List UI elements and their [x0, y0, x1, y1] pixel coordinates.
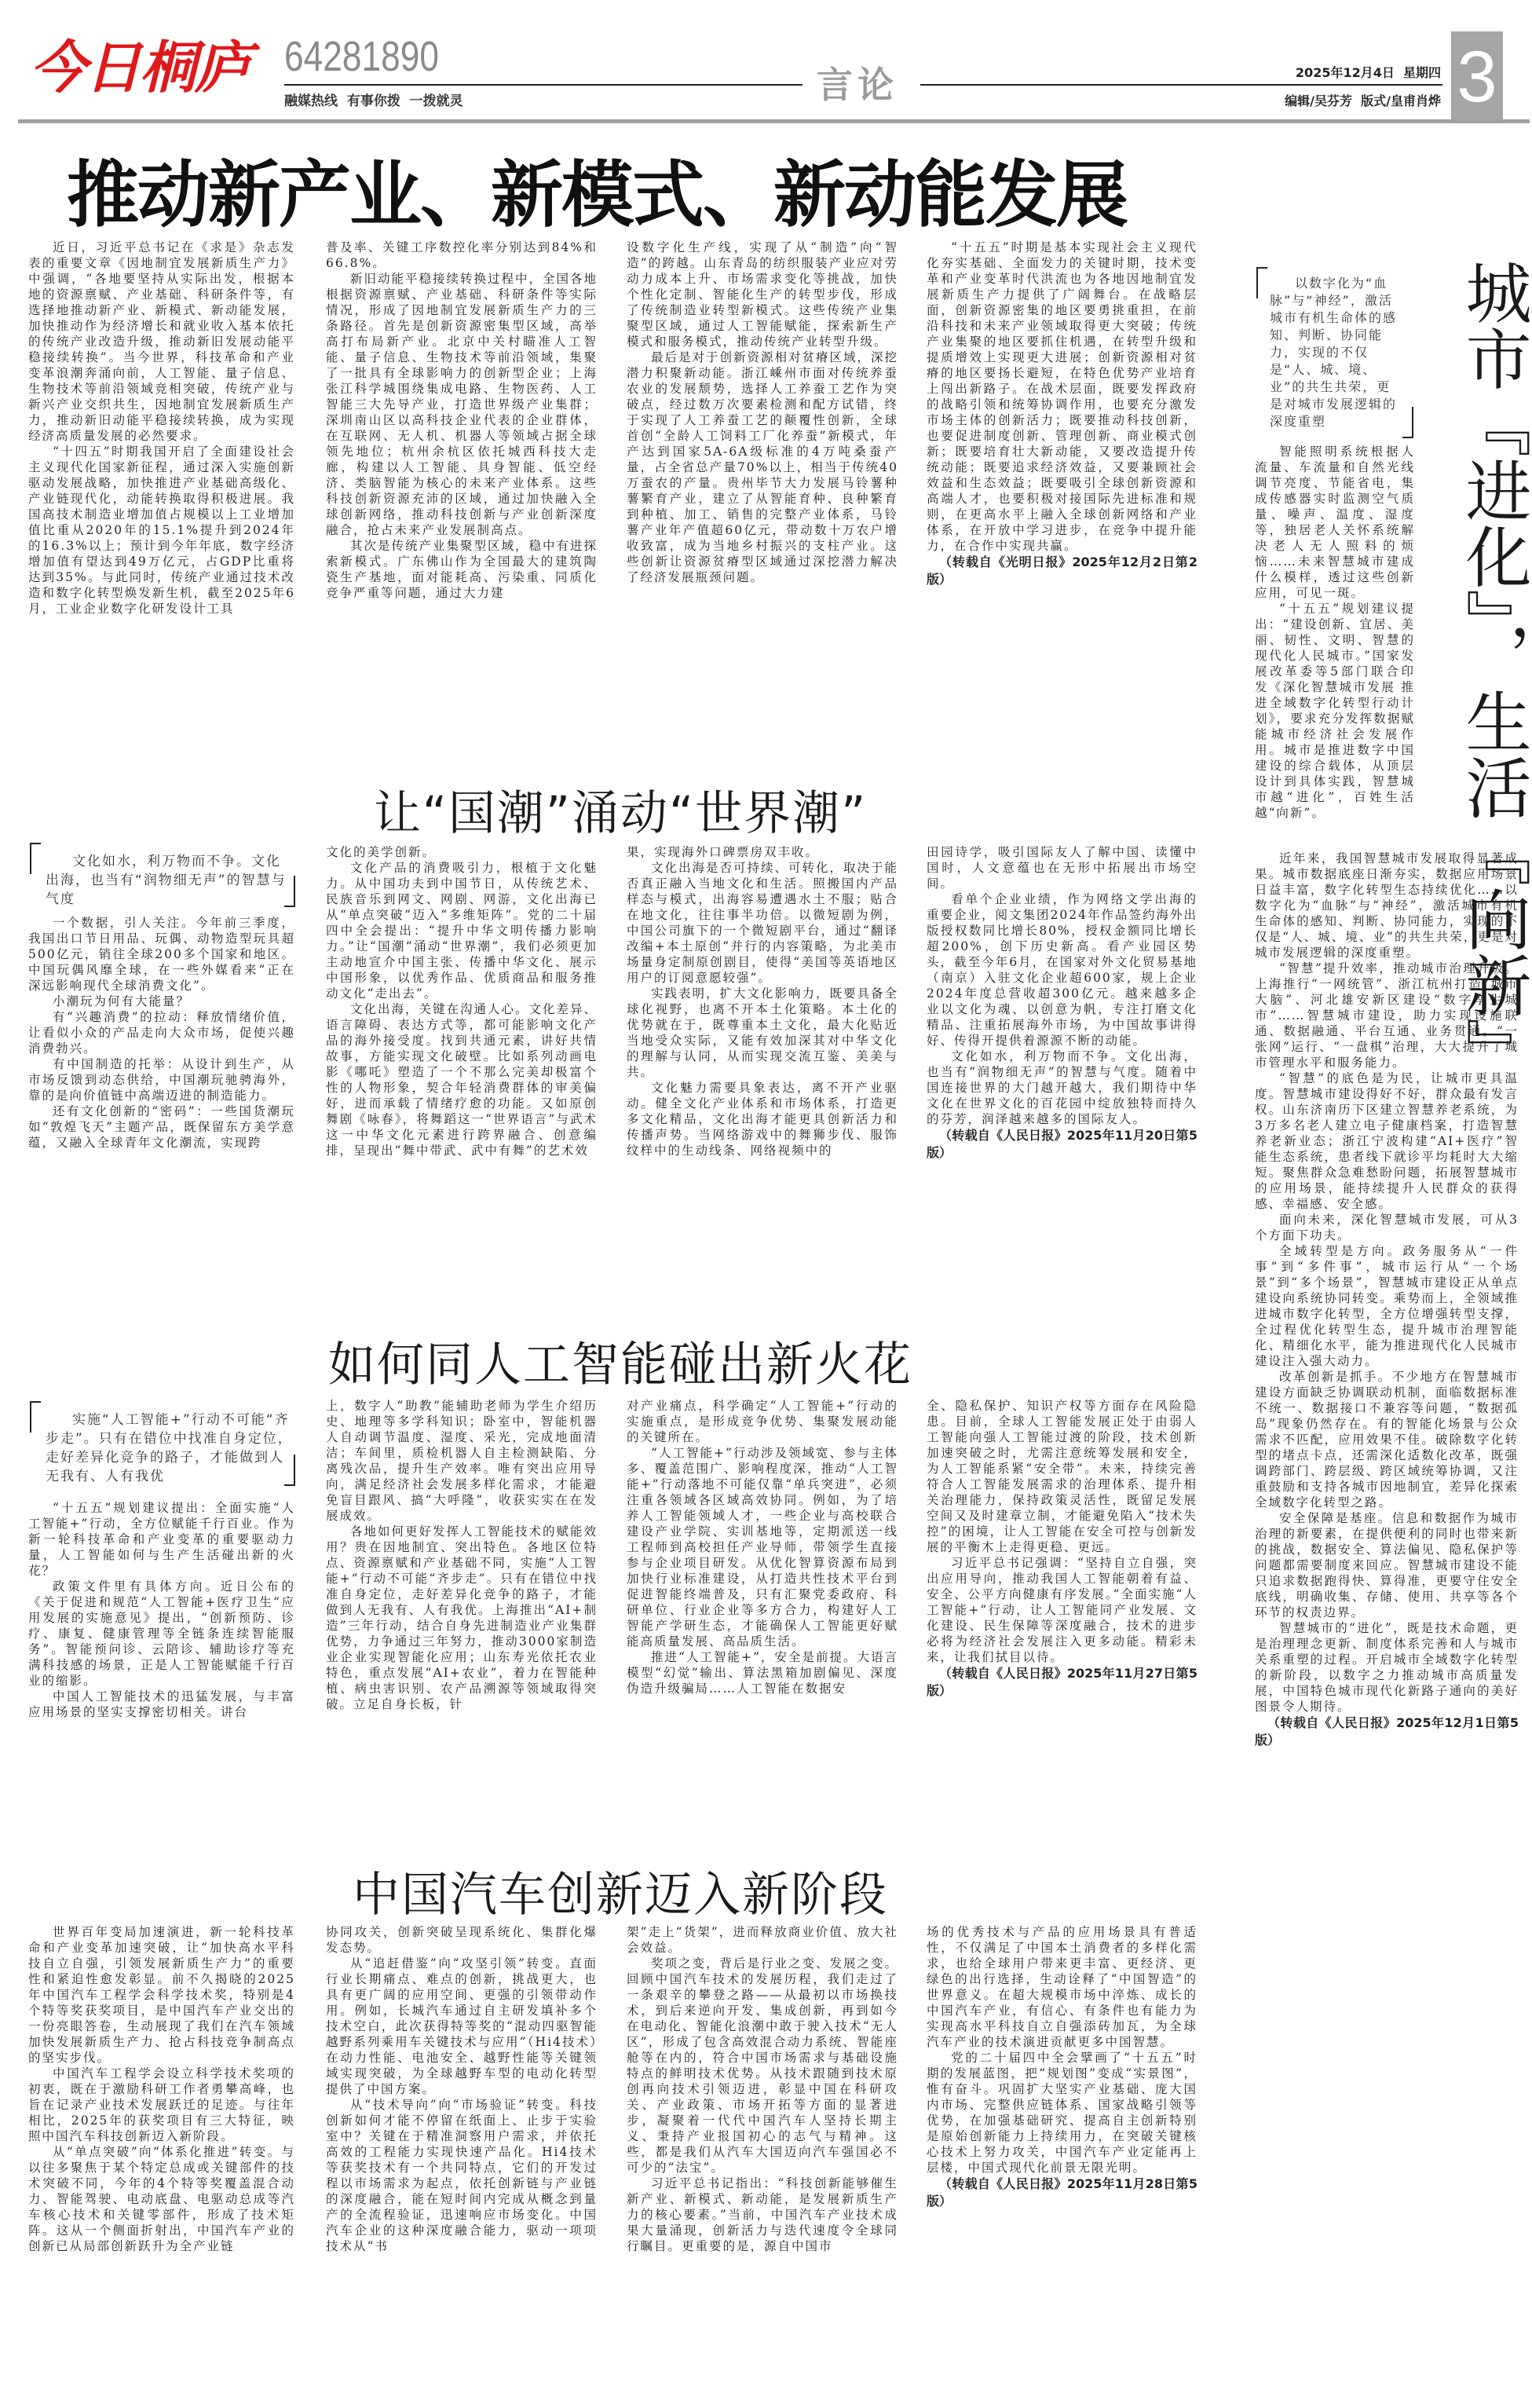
pull-quote-bracket-open: [1256, 267, 1267, 298]
paragraph: 实践表明，扩大文化影响力，既要具备全球化视野，也离不开本土化策略。本土化的优势就在于，既尊重本土文化，最大化贴近当地受众实际，又能有效加深其对中华文化的理解与认同，从而实现交流互鉴、美美与共。: [627, 986, 899, 1079]
paragraph: 新旧动能平稳接续转换过程中，全国各地根据资源禀赋、产业基础、科研条件等实际情况，形成了因地制宜发展新质生产力的三条路径。首先是创新资源密集型区域，高举高打布局新产业。北京中关村瞄准人工智能、量子信息、生物技术等前沿领域，集聚了一批具有全球影响力的创新型企业；上海张江科学城围绕集成电路、生物医药、人工智能三大先导产业，打造世界级产业集群；深圳南山区以高科技企业代表的企业群体，在互联网、无人机、机器人等领域占据全球领先地位；杭州余杭区依托城西科技大走廊，构建以人工智能、具身智能、低空经济、类脑智能为核心的未来产业体系。这些科技创新资源充沛的区域，通过加快融入全球创新网络，推动科技创新与产业创新深度融合，抢占未来产业发展制高点。: [326, 272, 598, 537]
sidebar-body-top: [1255, 444, 1415, 821]
paragraph: 果，实现海外口碑票房双丰收。: [627, 845, 820, 859]
paragraph: 近日，习近平总书记在《求是》杂志发表的重要文章《因地制宜发展新质生产力》中强调，“各地要坚持从实际出发，根据本地的资源禀赋、产业基础、科研条件等，有选择地推动新产业、新模式、新动能发展，加快推动作为经济增长和就业收入基本依托的传统产业改造升级，推动新旧发展动能平稳接续转换”。当今世界，科技革命和产业变革浪潮奔涌向前，人工智能、量子信息、生物技术等前沿领域竞相突破，传统产业与新兴产业交织共生，因地制宜发展新质生产力，推动新旧动能平稳接续转换，成为实现经济高质量发展的必然要求。: [28, 240, 295, 443]
paragraph: 场的优秀技术与产品的应用场景具有普适性，不仅满足了中国本土消费者的多样化需求，也给全球用户带来更丰富、更经济、更绿色的出行选择，生动诠释了“中国智造”的世界意义。在超大规模市场中淬炼、成长的中国汽车产业，有信心、有条件也有能力为实现高水平科技自立自强添砖加瓦，为全球汽车产业的技术演进贡献更多中国智慧。: [927, 1925, 1197, 2049]
paragraph: “智慧”提升效率，推动城市治理升级。上海推行“一网统管”、浙江杭州打造“城市大脑”、河北雄安新区建设“数字孪生城市”……智慧城市建设，助力实现设施联通、数据融通、平台互通、业务贯通。“一张网”运行、“一盘棋”治理，大大提升了城市管理水平和服务能力。: [1255, 961, 1519, 1070]
masthead-bottom-bar: [18, 119, 1530, 123]
paragraph: 文化产品的消费吸引力，根植于文化魅力。从中国功夫到中国节日，从传统艺术、民族音乐到网文、网剧、网游，文化出海已从“单点突破”迈入“多维矩阵”。党的二十届四中全会提出：“提升中华文明传播力影响力。”让“国潮”涌动“世界潮”，我们必须更加主动地宣介中国主张、传播中华文化、展示中国形象，以优秀作品、优质商品和服务推动文化“走出去”。: [326, 861, 598, 1001]
paragraph: “十四五”时期我国开启了全面建设社会主义现代化国家新征程，通过深入实施创新驱动发展战略，加快推进产业基础高级化、产业链现代化，动能转换取得积极进展。我国高技术制造业增加值占规模以上工业增加值比重从2020年的15.1%提升到2024年的16.3%以上；预计到今年年底，数字经济增加值有望达到49万亿元，占GDP比重将达到35%。与此同时，传统产业通过技术改造和数字化转型焕发新生机，截至2025年6月，工业企业数字化研发设计工具: [28, 445, 295, 616]
headline-article-3: 如何同人工智能碰出新火花: [328, 1338, 912, 1392]
paragraph: “十五五”时期是基本实现社会主义现代化夯实基础、全面发力的关键时期，技术变革和产业变革时代洪流也为各地因地制宜发展新质生产力提供了广阔舞台。在战略层面，创新资源密集的地区要勇挑重担，在前沿科技和未来产业领域取得更大突破；传统产业集聚的地区要抓住机遇，在转型升级和提质增效上实现更大进展；创新资源相对贫瘠的地区要扬长避短，在特色优势产业培育上闯出新路子。在战术层面，既要发挥政府的战略引领和统筹协调作用，也要充分激发市场主体的创新活力；既要推动科技创新，也要促进制度创新、管理创新、商业模式创新；既要培育壮大新动能，又要改造提升传统动能；既要追求经济效益，又要兼顾社会效益和生态效益；既要吸引全球创新资源和高端人才，也要积极对接国际先进标准和规则，在更高水平上融入全球创新网络和产业体系，在开放中学习进步，在竞争中提升能力，在合作中实现共赢。: [927, 240, 1197, 553]
paragraph: “十五五”规划建议提出：“建设创新、宜居、美丽、韧性、文明、智慧的现代化人民城市。”国家发展改革委等5部门联合印发《深化智慧城市发展 推进全域数字化转型行动计划》，要求充分发挥数据赋能城市经济社会发展作用。城市是推进数字中国建设的综合载体，从顶层设计到具体实践，智慧城市越“进化”，百姓生活越“向新”。: [1255, 602, 1415, 820]
article-1-col-4: [927, 240, 1197, 588]
article-3-col-3: [627, 1398, 898, 1696]
issue-date: 2025年12月4日 星期四: [1295, 65, 1441, 80]
article-4-col-1: [28, 1924, 295, 2254]
pull-quote-bracket-close: [284, 1455, 295, 1486]
article-2-pull-quote: [46, 852, 295, 909]
paragraph: 习近平总书记强调：“坚持自立自强，突出应用导向，推动我国人工智能朝着有益、安全、公平方向健康有序发展。”全面实施“人工智能+”行动，让人工智能同产业发展、文化建设、民生保障等深度融合，技术的进步必将为经济社会发展注入更多动能。精彩未来，让我们拭目以待。: [927, 1556, 1197, 1664]
article-2-col-2: [326, 844, 598, 1158]
article-2-col-1: [28, 915, 295, 1151]
paragraph: 设数字化生产线，实现了从“制造”向“智造”的跨越。山东青岛的纺织服装产业应对劳动力成本上升、市场需求变化等挑战，加快个性化定制、智能化生产的转型步伐，形成了传统制造业转型新模式。这些传统产业集聚型区域，通过人工智能赋能，探索新生产模式和服务模式，推动传统产业转型升级。: [627, 240, 898, 349]
headline-article-4: 中国汽车创新迈入新阶段: [353, 1868, 888, 1923]
paragraph: 智能照明系统根据人流量、车流量和自然光线调节亮度、节能省电，集成传感器实时监测空气质量、噪声、温度、湿度等，独居老人关怀系统解决老人无人照料的烦恼……未来智慧城市建成什么模样，透过这些创新应用，可见一斑。: [1255, 445, 1415, 600]
paragraph: 世界百年变局加速演进，新一轮科技革命和产业变革加速突破，让“加快高水平科技自立自强，引领发展新质生产力”的重要性和紧迫性愈发彰显。前不久揭晓的2025年中国汽车工程学会科学技术奖，特别是4个特等奖获奖项目，是中国汽车产业交出的一份亮眼答卷，生动展现了我们在汽车领域加快发展新质生产力、抢占科技竞争制高点的坚实步伐。: [28, 1925, 295, 2065]
article-3-col-2: [326, 1398, 598, 1712]
source-credit: （转载自《人民日报》2025年11月27日第5版）: [927, 1666, 1197, 1698]
paragraph: 中国汽车工程学会设立科学技术奖项的初衷，既在于激励科研工作者勇攀高峰，也旨在记录产业技术发展跃迁的足迹。与往年相比，2025年的获奖项目有三大特征，映照中国汽车科技创新迈入新阶段。: [28, 2066, 295, 2143]
paragraph: 文化出海是否可持续、可转化，取决于能否真正融入当地文化和生活。照搬国内产品样态与模式，出海容易遭遇水土不服；贴合在地文化，往往事半功倍。以微短剧为例，中国公司旗下的一个微短剧平台，通过“翻译改编+本土原创”并行的内容策略，为北美市场量身定制原创剧目，使得“美国等英语地区用户的订阅意愿较强”。: [627, 861, 899, 985]
paragraph: 各地如何更好发挥人工智能技术的赋能效用？贵在因地制宜、突出特色。各地区位特点、资源禀赋和产业基础不同，实施“人工智能+”行动不可能“齐步走”。只有在错位中找准自身定位，走好差异化竞争的路子，才能做到人无我有、人有我优。上海推出“AI+制造”三年行动，结合自身先进制造业产业集群优势，力争通过三年努力，推动3000家制造业企业实现智能化应用；山东寿光依托农业特色，重点发展“AI+农业”，着力在智能种植、病虫害识别、农产品溯源等领域取得突破。立足自身长板，针: [326, 1524, 598, 1711]
paragraph: 上，数字人“助教”能辅助老师为学生介绍历史、地理等多学科知识；卧室中，智能机器人自动调节温度、湿度、采光，完成地面清洁；车间里，质检机器人自主检测缺陷、分离残次品，提升生产效率。唯有突出应用导向，满足经济社会发展多样化需求，才能避免盲目跟风、搞“大呼隆”，收获实实在在发展成效。: [326, 1399, 598, 1523]
paragraph: 面向未来，深化智慧城市发展，可从3个方面下功夫。: [1255, 1213, 1519, 1242]
article-1-col-3: [627, 240, 898, 585]
paragraph: 文化如水，利万物而不争。文化出海，也当有“润物细无声”的智慧与气度。随着中国连接世界的大门越开越大，我们期待中华文化在世界文化的百花园中绽放独特而持久的芬芳，润泽越来越多的国际友人。: [927, 1049, 1197, 1126]
hotline-slogan: 融媒热线 有事你拨 一拨就灵: [284, 93, 463, 109]
pull-quote-text: 实施“人工智能+”行动不可能“齐步走”。只有在错位中找准自身定位，走好差异化竞争的路子，才能做到人无我有、人有我优: [46, 1412, 293, 1484]
article-3-col-4: [927, 1398, 1197, 1700]
pull-quote-bracket-open: [30, 843, 41, 874]
paragraph: 其次是传统产业集聚型区域，稳中有进探索新模式。广东佛山作为全国最大的建筑陶瓷生产基地，面对能耗高、污染重、同质化竞争严重等问题，通过大力建: [326, 539, 598, 600]
paragraph: 田园诗学，吸引国际友人了解中国、读懂中国时，人文意蕴也在无形中拓展出市场空间。: [927, 845, 1197, 891]
paragraph: 中国人工智能技术的迅猛发展，与丰富应用场景的坚实支撑密切相关。讲台: [28, 1689, 295, 1719]
pull-quote-bracket-close: [1402, 407, 1413, 438]
hotline-number: 64281890: [284, 33, 440, 80]
article-4-col-2: [326, 1924, 598, 2254]
paragraph: 文化出海，关键在沟通人心。文化差异、语言障碍、表达方式等，都可能影响文化产品的海外接受度。找到共通元素，讲好共情故事，方能实现文化破壁。比如系列动画电影《哪吒》塑造了一个不那么完美却极富个性的人物形象，契合年轻消费群体的审美偏好，进而承载了情绪疗愈的功能。又如原创舞剧《咏春》，将舞蹈这一“世界语言”与武术这一中华文化元素进行跨界融合、创意编排，呈现出“舞中带武、武中有舞”的艺术效: [326, 1002, 598, 1158]
article-4-col-4: [927, 1924, 1197, 2210]
paragraph: 有中国制造的托举：从设计到生产，从市场反馈到动态供给，中国潮玩驰骋海外，靠的是向价值链中高端迈进的制造能力。: [28, 1057, 295, 1103]
article-2-col-3: [627, 844, 898, 1158]
source-credit: （转载自《人民日报》2025年11月20日第5版）: [927, 1128, 1197, 1160]
paragraph: 政策文件里有具体方向。近日公布的《关于促进和规范“人工智能+医疗卫生”应用发展的实施意见》提出，“创新预防、诊疗、康复、健康管理等全链条连续智能服务”。智能预问诊、云陪诊、辅助诊疗等充满科技感的场景，正是人工智能赋能千行百业的缩影。: [28, 1579, 295, 1688]
source-credit: （转载自《人民日报》2025年12月1日第5版）: [1255, 1715, 1519, 1747]
paragraph: 从“单点突破”向“体系化推进”转变。与以往多聚焦于某个特定总成或关键部件的技术突破不同，今年的4个特等奖覆盖混合动力、智能驾驶、电动底盘、电驱动总成等汽车核心技术和关键零部件，形成了技术矩阵。这从一个侧面折射出，中国汽车产业的创新已从局部创新跃升为全产业链: [28, 2145, 295, 2253]
paragraph: 全域转型是方向。政务服务从“一件事”到“多件事”，城市运行从“一个场景”到“多个场景”，智慧城市建设正从单点建设向系统协同转变。乘势而上，全领域推进城市数字化转型，全方位增强转型支撑，全过程优化转型生态，提升城市治理智能化、精细化水平，能为推进现代化人民城市建设注入强大动力。: [1255, 1244, 1519, 1368]
paragraph: 对产业痛点，科学确定“人工智能+”行动的实施重点，是形成竞争优势、集聚发展动能的关键所在。: [627, 1399, 898, 1444]
masthead-rule-right: [920, 84, 1442, 86]
section-name: 言论: [817, 64, 898, 106]
paragraph: “十五五”规划建议提出：全面实施“人工智能+”行动，全方位赋能千行百业。作为新一轮科技革命和产业变革的重要驱动力量，人工智能如何与生产生活碰出新的火花？: [28, 1501, 295, 1578]
paragraph: 习近平总书记指出：“科技创新能够催生新产业、新模式、新动能，是发展新质生产力的核心要素。”当前，中国汽车产业技术成果大量涌现，创新活力与迭代速度令全球同行瞩目。更重要的是，源自中国市: [627, 2176, 898, 2253]
paragraph: 全、隐私保护、知识产权等方面存在风险隐患。目前，全球人工智能发展正处于由弱人工智能向强人工智能过渡的阶段，技术创新加速突破之时，尤需注意统筹发展和安全，为人工智能系紧“安全带”。未来，持续完善符合人工智能发展需求的治理体系、提升相关治理能力，保持政策灵活性，既留足发展空间又及时建章立制，才能避免陷入“技术失控”的困境，让人工智能在安全可控与创新发展的平衡木上走得更稳、更远。: [927, 1399, 1197, 1554]
paragraph: “人工智能+”行动涉及领域宽、参与主体多、覆盖范围广、影响程度深，推动“人工智能+”行动落地不可能仅靠“单兵突进”，必须注重各领域各区域高效协同。例如，为了培养人工智能领域人才，一些企业与高校联合建设产业学院、实训基地等，定期派送一线工程师到高校担任产业导师，带领学生直接参与企业项目研发。从优化智算资源布局到加快行业标准建设，从打造共性技术平台到促进智能终端普及，只有汇聚党委政府、科研单位、行业企业等多方合力，构建好人工智能产学研生态，才能确保人工智能更好赋能高质量发展、高品质生活。: [627, 1446, 898, 1649]
headline-article-2: 让“国潮”涌动“世界潮”: [373, 786, 868, 841]
pull-quote-text: 以数字化为“血脉”与“神经”，激活城市有机生命体的感知、判断、协同能力，实现的不仅是“人、城、境、业”的共生共荣，更是对城市发展逻辑的深度重塑: [1270, 276, 1398, 429]
article-2-col-4: [927, 844, 1197, 1162]
pull-quote-text: 文化如水，利万物而不争。文化出海，也当有“润物细无声”的智慧与气度: [46, 854, 287, 907]
source-credit: （转载自《光明日报》2025年12月2日第2版）: [927, 554, 1197, 587]
source-credit: （转载自《人民日报》2025年11月28日第5版）: [927, 2176, 1197, 2209]
paragraph: 看单个企业业绩，作为网络文学出海的重要企业，阅文集团2024年作品签约海外出版授权数同比增长80%，授权金额同比增长超200%，创下历史新高。看产业园区势头，截至今年6月，在国家对外文化贸易基地（南京）入驻文化企业超600家，规上企业2024年度总营收超300亿元。越来越多企业以文化为魂、以创意为帆，专注打磨文化精品、注重拓展海外市场，为中国故事讲得好、传得开提供着源源不断的动能。: [927, 892, 1197, 1048]
paragraph: 推进“人工智能+”，安全是前提。大语言模型“幻觉”输出、算法黑箱加剧偏见、深度伪造升级骗局……人工智能在数据安: [627, 1650, 898, 1696]
pull-quote-bracket-close: [284, 876, 295, 907]
article-4-col-3: [627, 1924, 898, 2254]
headline-article-1: 推动新产业、新模式、新动能发展: [66, 153, 1127, 237]
sidebar-pull-quote: [1270, 275, 1402, 430]
article-3-col-1: [28, 1500, 295, 1720]
sidebar-body-bottom: [1255, 851, 1519, 1749]
paragraph: 近年来，我国智慧城市发展取得显著成果。城市数据底座日渐夯实，数据应用场景日益丰富，数字化转型生态持续优化……以数字化为“血脉”与“神经”，激活城市有机生命体的感知、判断、协同能力，实现的不仅是“人、城、境、业”的共生共荣，更是对城市发展逻辑的深度重塑。: [1255, 851, 1519, 960]
paragraph: 协同攻关，创新突破呈现系统化、集群化爆发态势。: [326, 1925, 598, 1955]
masthead-rule-left: [284, 84, 803, 86]
paragraph: 从“技术导向”向“市场验证”转变。科技创新如何才能不停留在纸面上、止步于实验室中？关键在于精准洞察用户需求，并依托高效的工程能力实现快速产品化。Hi4技术等获奖技术有一个共同特点，它们的开发过程以市场需求为起点，依托创新链与产业链的深度融合，能在短时间内完成从概念到量产的全流程验证，迅速响应市场变化。中国汽车企业的这种深度融合能力，驱动一项项技术从“书: [326, 2098, 598, 2253]
paragraph: 奖项之变，背后是行业之变、发展之变。回顾中国汽车技术的发展历程，我们走过了一条艰辛的攀登之路——从最初以市场换技术，到后来逆向开发、集成创新，再到如今在电动化、智能化浪潮中敢于驶入技术“无人区”，形成了包含高效混合动力系统、智能座舱等在内的，符合中国市场需求与基础设施特点的鲜明技术优势。从技术跟随到技术原创再向技术引领迈进，彰显中国在科研攻关、产业政策、市场开拓等方面的显著进步，凝聚着一代代中国汽车人坚持长期主义、秉持产业报国初心的志气与精神。这些，都是我们从汽车大国迈向汽车强国必不可少的“法宝”。: [627, 1956, 899, 2175]
paragraph: 最后是对于创新资源相对贫瘠区域，深挖潜力积聚新动能。浙江嵊州市面对传统养蚕农业的发展颓势，选择人工养蚕工艺作为突破点，经过数万次要素检测和配方试错，终于实现了人工养蚕工艺的颠覆性创新，全球首创“全龄人工饲料工厂化养蚕”新模式，年产达到国家5A-6A级标准的4万吨桑蚕产量，占全省总产量70%以上，相当于传统40万蚕农的产量。贵州毕节大力发展马铃薯种薯繁育产业，建立了从智能育种、良种繁育到种植、加工、销售的完整产业体系，马铃薯产业年产值超60亿元，带动数十万农户增收致富，成为当地乡村振兴的支柱产业。这些创新让资源贫瘠型区域通过深挖潜力解决了经济发展瓶颈问题。: [627, 350, 899, 584]
editor-credits: 编辑/吴芬芳 版式/皇甫肖烨: [1285, 93, 1441, 108]
page-number: 3: [1451, 31, 1503, 123]
article-3-pull-quote: [46, 1411, 295, 1486]
paragraph: 普及率、关键工序数控化率分别达到84%和66.8%。: [326, 240, 598, 270]
article-1-col-2: [326, 240, 598, 601]
paragraph: 文化的美学创新。: [326, 845, 437, 859]
paragraph: 安全保障是基座。信息和数据作为城市治理的新要素，在提供便利的同时也带来新的挑战，数据安全、算法偏见、隐私保护等问题都需要制度来回应。智慧城市建设不能只追求数据跑得快、算得准，更要守住安全底线，明确收集、存储、使用、共享等各个环节的权责边界。: [1255, 1511, 1519, 1619]
paragraph: “智慧”的底色是为民，让城市更具温度。智慧城市建设得好不好，群众最有发言权。山东济南历下区建立智慧养老系统，为3万多名老人建立电子健康档案，打造智慧养老新业态；浙江宁波构建“AI+医疗”智能生态系统，患者线下就诊平均耗时大大缩短。聚焦群众急难愁盼问题，拓展智慧城市的应用场景，能持续提升人民群众的获得感、幸福感、安全感。: [1255, 1071, 1519, 1211]
paragraph: 架”走上“货架”，进而释放商业价值、放大社会效益。: [627, 1925, 898, 1955]
paragraph: 智慧城市的“进化”，既是技术命题，更是治理理念更新、制度体系完善和人与城市关系重塑的过程。开启城市全域数字化转型的新阶段，以数字之力推动城市高质量发展，中国特色城市现代化新路子通向的美好图景令人期待。: [1255, 1621, 1519, 1714]
newspaper-logo: 今日桐庐: [30, 34, 250, 101]
paragraph: 从“追赶借鉴”向“攻坚引领”转变。直面行业长期痛点、难点的创新，挑战更大，也具有更广阔的应用空间、更强的引领带动作用。例如，长城汽车通过自主研发填补多个技术空白，此次获得特等奖的“混动四驱智能越野系列乘用车关键技术与应用”（Hi4技术）在动力性能、电池安全、越野性能等关键领域实现突破，为全球越野车型的电动化转型提供了中国方案。: [326, 1956, 598, 2096]
paragraph: 有“兴趣消费”的拉动：释放情绪价值，让看似小众的产品走向大众市场，促使兴趣消费勃兴。: [28, 1010, 295, 1056]
sidebar-headline: 城市『进化』，生活『向新』: [1455, 259, 1532, 1084]
paragraph: 文化魅力需要具象表达，离不开产业驱动。健全文化产业体系和市场体系，打造更多文化精品，文化出海才能更具创新活力和传播声势。当网络游戏中的舞狮步伐、服饰纹样中的生动线条、网络视频中的: [627, 1081, 898, 1158]
article-1-col-1: [28, 240, 295, 617]
paragraph: 一个数据，引人关注。今年前三季度，我国出口节日用品、玩偶、动物造型玩具超500亿元，销往全球200多个国家和地区。中国玩偶风靡全球，在一些外媒看来“正在深远影响现代全球消费文化”。: [28, 916, 295, 993]
paragraph: 小潮玩为何有大能量？: [53, 994, 191, 1008]
pull-quote-bracket-open: [30, 1401, 41, 1433]
paragraph: 党的二十届四中全会擘画了“十五五”时期的发展蓝图，把“规划图”变成“实景图”，惟有奋斗。巩固扩大坚实产业基础、庞大国内市场、完整供应链体系、国家战略引领等优势，在加强基础研究、提高自主创新特别是原始创新能力上持续用力，在突破关键核心技术上努力攻关，中国汽车产业定能再上层楼，中国式现代化前景无限光明。: [927, 2051, 1197, 2175]
paragraph: 还有文化创新的“密码”：一些国货潮玩如“敦煌飞天”主题产品，既保留东方美学意蕴，又融入全球青年文化潮流，实现跨: [28, 1104, 295, 1150]
paragraph: 改革创新是抓手。不少地方在智慧城市建设方面缺乏协调联动机制，面临数据标准不统一、数据接口不兼容等问题，“数据孤岛”现象仍然存在。有的智能化场景与公众需求不匹配，应用效果不佳。破除数字化转型的堵点卡点，还需深化适数化改革，既强调跨部门、跨层级、跨区域统筹协调，又注重鼓励和支持各城市因地制宜，差异化探索全域数字化转型之路。: [1255, 1370, 1519, 1510]
